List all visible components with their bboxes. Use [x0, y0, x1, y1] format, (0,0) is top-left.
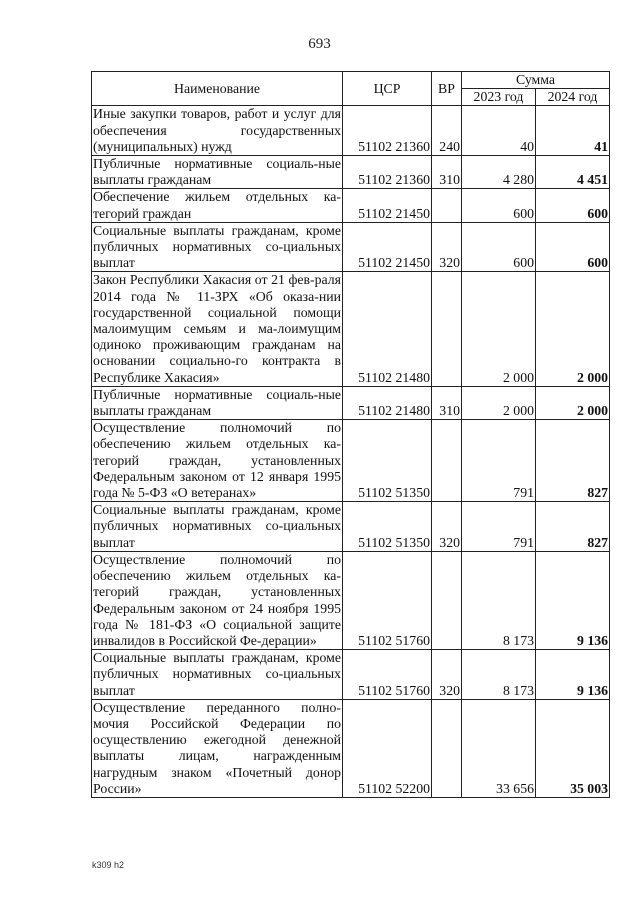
row-vr: 310: [432, 386, 462, 419]
row-sum-2024: 41: [536, 106, 610, 156]
row-sum-2024: 35 003: [536, 699, 610, 797]
row-vr: 320: [432, 222, 462, 272]
row-sum-2024: 827: [536, 420, 610, 502]
row-name: Публичные нормативные социаль-ные выплаты гражданам: [93, 156, 341, 188]
table-row: [92, 502, 610, 552]
table-row: [92, 386, 610, 419]
row-name: Публичные нормативные социаль-ные выплаты гражданам: [93, 386, 341, 419]
row-vr: 320: [432, 502, 462, 552]
row-sum-2023: 600: [462, 222, 536, 272]
row-sum-2024: 600: [536, 222, 610, 272]
row-sum-2024: 2 000: [536, 386, 610, 419]
header-csr: ЦСР: [343, 72, 432, 106]
table-row: [92, 156, 610, 189]
row-sum-2024: 827: [536, 502, 610, 552]
row-sum-2023: 8 173: [462, 650, 536, 700]
table-row: [92, 650, 610, 700]
row-csr: 51102 52200: [343, 699, 432, 797]
table-row: [92, 551, 610, 649]
row-csr: 51102 21450: [343, 189, 432, 222]
header-year-2023: 2023 год: [462, 89, 536, 106]
table-row: [92, 272, 610, 386]
row-csr: 51102 51760: [343, 551, 432, 649]
row-sum-2023: 8 173: [462, 551, 536, 649]
header-vr: ВР: [432, 72, 462, 106]
row-vr: 320: [432, 650, 462, 700]
row-sum-2023: 40: [462, 106, 536, 156]
row-csr: 51102 21360: [343, 156, 432, 189]
row-sum-2024: 4 451: [536, 156, 610, 189]
row-sum-2023: 791: [462, 420, 536, 502]
row-name: Обеспечение жильем отдельных ка-тегорий граждан: [93, 189, 341, 221]
row-sum-2024: 9 136: [536, 551, 610, 649]
footer-code: k309 h2: [92, 860, 125, 870]
table-row: [92, 222, 610, 272]
row-csr: 51102 21480: [343, 272, 432, 386]
row-csr: 51102 51350: [343, 420, 432, 502]
row-name: Социальные выплаты гражданам, кроме публичных нормативных со-циальных выплат: [93, 502, 341, 550]
row-sum-2024: 2 000: [536, 272, 610, 386]
row-csr: 51102 21450: [343, 222, 432, 272]
row-name: Социальные выплаты гражданам, кроме публичных нормативных со-циальных выплат: [93, 650, 341, 698]
budget-table: [91, 71, 610, 798]
header-sum: Сумма: [462, 72, 610, 89]
table-row: [92, 106, 610, 156]
row-sum-2023: 2 000: [462, 272, 536, 386]
row-name: Осуществление переданного полно-мочия Российской Федерации по осуществлению ежегодной денежной выплаты лицам, награжденным нагрудным знаком «Почетный донор России»: [93, 699, 341, 796]
row-sum-2023: 600: [462, 189, 536, 222]
row-sum-2023: 791: [462, 502, 536, 552]
row-vr: [432, 420, 462, 502]
row-sum-2024: 9 136: [536, 650, 610, 700]
row-name: Осуществление полномочий по обеспечению жильем отдельных ка-тегорий граждан, установленных Федеральным законом от 24 ноября 1995 года № 181-ФЗ «О социальной защите инвалидов в Российской Фе-дерации»: [93, 551, 341, 648]
row-csr: 51102 51350: [343, 502, 432, 552]
row-csr: 51102 21360: [343, 106, 432, 156]
page-number: 693: [308, 36, 331, 52]
row-name: Закон Республики Хакасия от 21 фев-раля 2014 года № 11-ЗРХ «Об оказа-нии государственной социальной помощи малоимущим семьям и ма-лоимущим одиноко проживающим гражданам на основании социально-го контракта в Республике Хакасия»: [93, 272, 341, 385]
table-row: [92, 189, 610, 222]
row-vr: 240: [432, 106, 462, 156]
row-vr: [432, 551, 462, 649]
row-sum-2024: 600: [536, 189, 610, 222]
row-sum-2023: 33 656: [462, 699, 536, 797]
row-sum-2023: 2 000: [462, 386, 536, 419]
table-row: [92, 699, 610, 797]
table-row: [92, 420, 610, 502]
row-vr: 310: [432, 156, 462, 189]
header-name: Наименование: [92, 72, 343, 106]
row-name: Социальные выплаты гражданам, кроме публичных нормативных со-циальных выплат: [93, 222, 341, 271]
row-sum-2023: 4 280: [462, 156, 536, 189]
header-year-2024: 2024 год: [536, 89, 610, 106]
row-vr: [432, 699, 462, 797]
row-name: Иные закупки товаров, работ и услуг для обеспечения государственных (муниципальных) нужд: [93, 106, 341, 154]
row-csr: 51102 51760: [343, 650, 432, 700]
row-csr: 51102 21480: [343, 386, 432, 419]
row-vr: [432, 189, 462, 222]
row-vr: [432, 272, 462, 386]
row-name: Осуществление полномочий по обеспечению жильем отдельных ка-тегорий граждан, установленных Федеральным законом от 12 января 1995 года № 5-ФЗ «О ветеранах»: [93, 420, 341, 501]
